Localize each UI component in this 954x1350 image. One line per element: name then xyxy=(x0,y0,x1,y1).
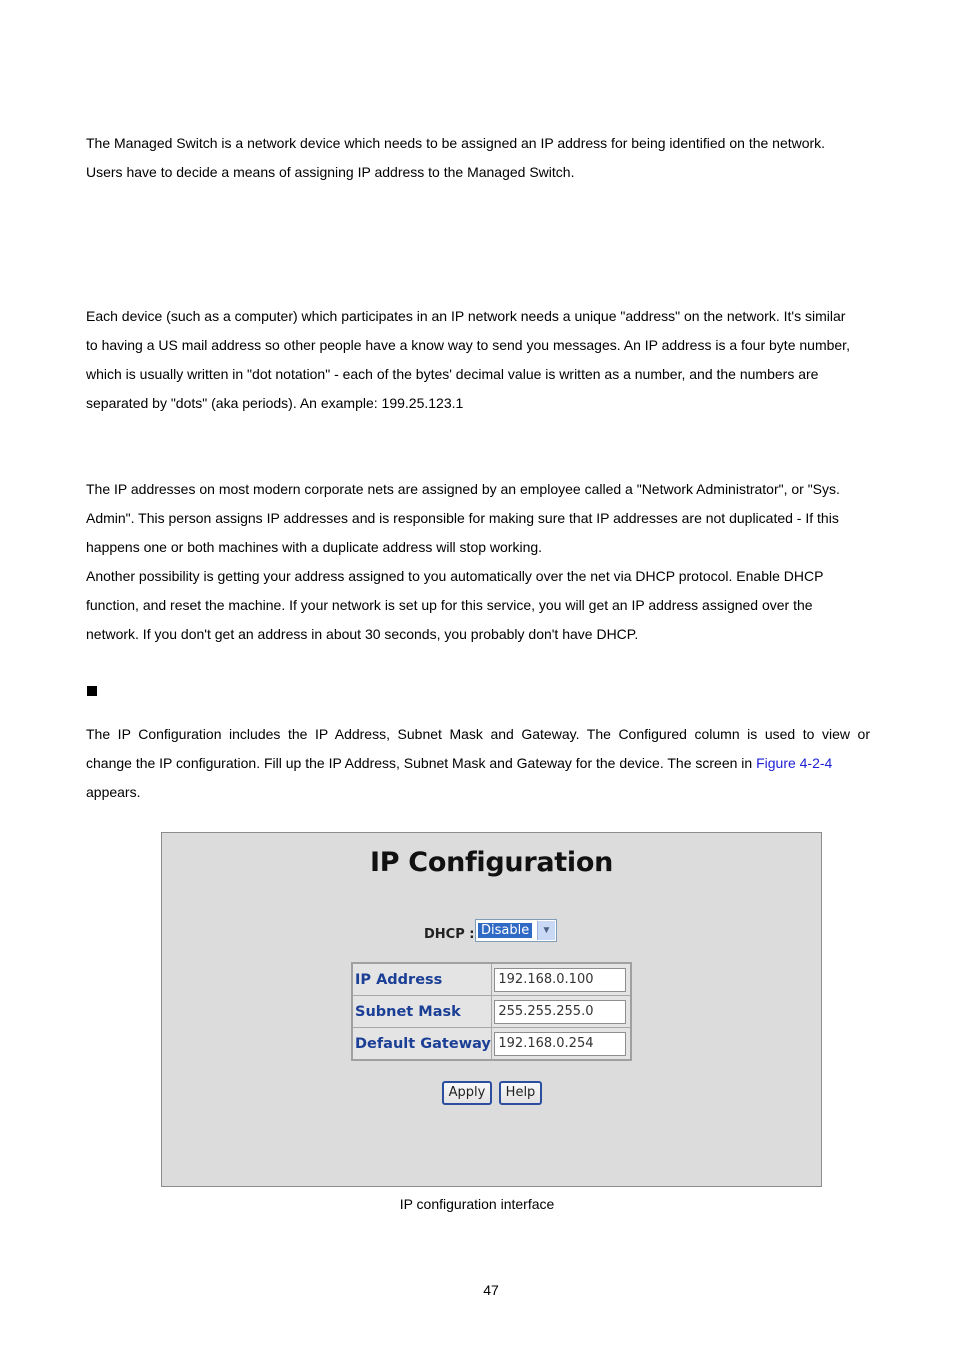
text-line: The Managed Switch is a network device which needs to be assigned an IP address for being identified on the network. xyxy=(86,135,826,151)
dhcp-label: DHCP : xyxy=(424,927,475,942)
figure-link[interactable]: Figure 4-2-4 xyxy=(756,755,833,771)
text-line: separated by "dots" (aka periods). An example: 199.25.123.1 xyxy=(86,395,464,411)
intro-paragraph xyxy=(86,129,870,187)
text-line: Users have to decide a means of assigning IP address to the Managed Switch. xyxy=(86,164,575,180)
table-row xyxy=(352,1028,631,1061)
text-line: appears. xyxy=(86,784,141,800)
ip-configuration-title: IP Configuration xyxy=(369,847,614,878)
subnet-mask-cell xyxy=(492,996,631,1028)
text-line: The IP addresses on most modern corporate nets are assigned by an employee called a "Network Administrator", or "Sys. xyxy=(86,481,840,497)
text-line: which is usually written in "dot notation" - each of the bytes' decimal value is written as a number, and the numbers are xyxy=(86,366,819,382)
text-line: Each device (such as a computer) which participates in an IP network needs a unique "address" on the network. It's similar xyxy=(86,308,846,324)
config-description-paragraph xyxy=(86,720,870,807)
subnet-mask-label: Subnet Mask xyxy=(352,996,492,1028)
bullet-square-icon xyxy=(87,686,97,696)
default-gateway-input[interactable]: 192.168.0.254 xyxy=(494,1032,626,1056)
text-line: network. If you don't get an address in about 30 seconds, you probably don't have DHCP. xyxy=(86,626,639,642)
ip-settings-table xyxy=(351,962,632,1061)
table-row xyxy=(352,963,631,996)
default-gateway-cell xyxy=(492,1028,631,1061)
text-line: function, and reset the machine. If your network is set up for this service, you will get an IP address assigned over the xyxy=(86,597,813,613)
text-line: The IP Configuration includes the IP Address, Subnet Mask and Gateway. The Configured column is used to view or xyxy=(86,726,870,742)
help-button[interactable]: Help xyxy=(499,1081,542,1105)
dhcp-select[interactable] xyxy=(475,919,557,942)
text-line: Admin". This person assigns IP addresses and is responsible for making sure that IP addresses are not duplicated - If this xyxy=(86,510,839,526)
assignment-paragraph xyxy=(86,475,870,649)
apply-button[interactable]: Apply xyxy=(442,1081,492,1105)
text-segment: change the IP configuration. Fill up the IP Address, Subnet Mask and Gateway for the device. The screen in xyxy=(86,755,757,771)
subnet-mask-input[interactable]: 255.255.255.0 xyxy=(494,1000,626,1024)
ip-address-input[interactable]: 192.168.0.100 xyxy=(494,968,626,992)
dhcp-selected-value: Disable xyxy=(478,923,532,938)
text-line: Another possibility is getting your address assigned to you automatically over the net via DHCP protocol. Enable DHCP xyxy=(86,568,824,584)
text-line: happens one or both machines with a duplicate address will stop working. xyxy=(86,539,543,555)
about-ip-paragraph xyxy=(86,302,870,418)
text-line: to having a US mail address so other people have a know way to send you messages. An IP address is a four byte number, xyxy=(86,337,850,353)
default-gateway-label: Default Gateway xyxy=(352,1028,492,1061)
figure-caption: IP configuration interface xyxy=(399,1196,555,1212)
page-number: 47 xyxy=(483,1282,499,1298)
text-line xyxy=(86,749,870,778)
ip-address-label: IP Address xyxy=(352,963,492,996)
chevron-down-icon[interactable]: ▼ xyxy=(537,921,555,940)
ip-configuration-screenshot xyxy=(161,832,822,1187)
ip-address-cell xyxy=(492,963,631,996)
table-row xyxy=(352,996,631,1028)
